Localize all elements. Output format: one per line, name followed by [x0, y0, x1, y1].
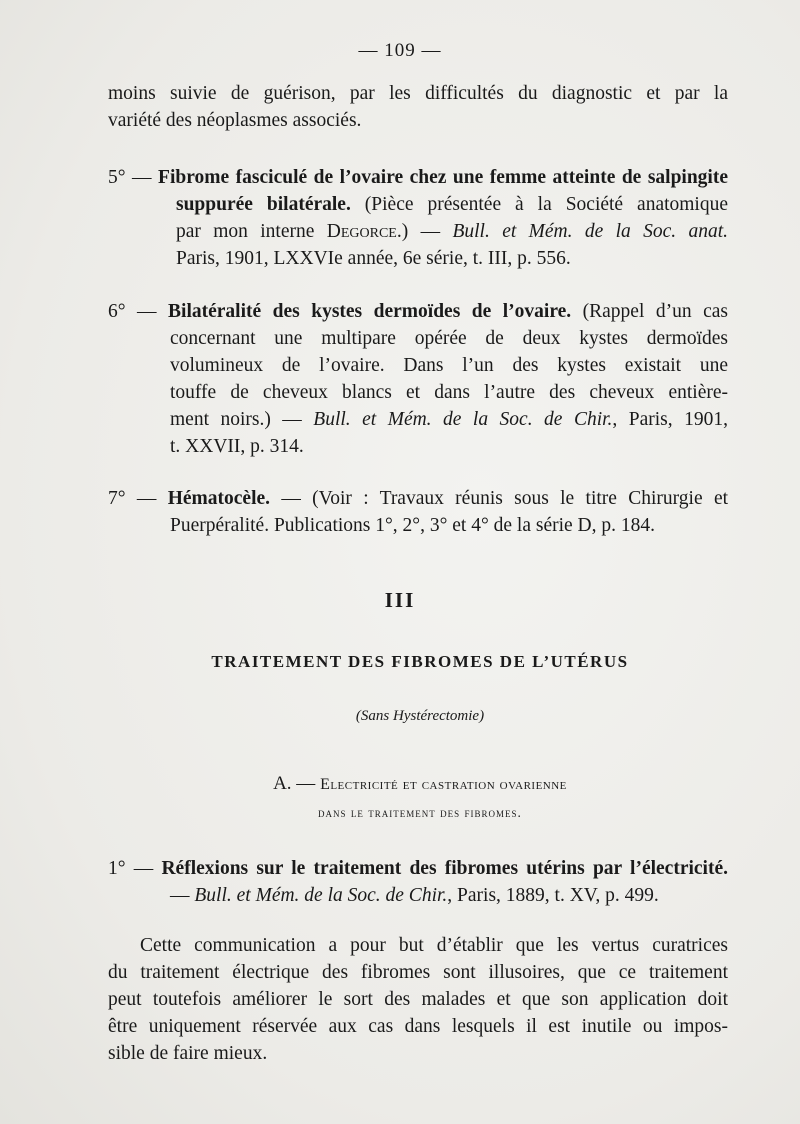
subsection-a-title-2: dans le traitement des fibromes.	[318, 805, 522, 820]
entry-6-line-3: volumineux de l’ovaire. Dans l’un des kystes existait une	[170, 355, 728, 376]
entry-5-number: 5° —	[108, 167, 152, 188]
section-subtitle: (Sans Hystérectomie)	[355, 708, 485, 724]
entry-1-title: Réflexions sur le traitement des fibromes utérins par l’électricité.	[161, 858, 728, 879]
subsection-a-label: A. —	[273, 773, 316, 794]
entry-7-number: 7° —	[108, 488, 157, 509]
entry-6-number: 6° —	[108, 301, 157, 322]
entry-6-line-4: touffe de cheveux blancs et dans l’autre des cheveux entière-	[170, 382, 728, 403]
entry-5-title-line-1: Fibrome fasciculé de l’ovaire chez une femme atteinte de salpingite	[158, 167, 729, 188]
paragraph-line-3: peut toutefois améliorer le sort des malades et que son application doit	[108, 989, 728, 1010]
entry-1-number: 1° —	[108, 858, 154, 879]
paragraph-line-1: Cette communication a pour but d’établir que les vertus curatrices	[140, 935, 728, 956]
intro-paragraph	[108, 80, 728, 134]
entry-7-line-2: Puerpéralité. Publications 1°, 2°, 3° et 4° de la série D, p. 184.	[170, 515, 656, 536]
entry-6-line-6: t. XXVII, p. 314.	[170, 436, 304, 457]
entry-5-title-line-2: suppurée bilatérale.	[176, 194, 351, 215]
entry-6	[108, 298, 728, 460]
section-title: TRAITEMENT DES FIBROMES DE L’UTÉRUS	[211, 652, 629, 671]
entry-1-tail: , Paris, 1889, t. XV, p. 499.	[447, 885, 659, 906]
intro-line-1: moins suivie de guérison, par les difficultés du diagnostic et par la	[108, 83, 728, 104]
entry-5-line-3b: ) —	[401, 221, 441, 242]
body-paragraph	[108, 932, 728, 1067]
entry-5-intern-name: Degorce.	[326, 221, 402, 242]
entry-1-dash: —	[170, 885, 190, 906]
subsection-a-title-1: Electricité et castration ovarienne	[320, 776, 567, 793]
entry-7-line-1b: — (Voir : Travaux réunis sous le titre Chirurgie et	[281, 488, 729, 509]
entry-6-line-2: concernant une multipare opérée de deux kystes dermoïdes	[170, 328, 728, 349]
subsection-a-heading	[0, 773, 800, 795]
section-number: III	[384, 588, 416, 612]
entry-6-line-5a: ment noirs.) —	[170, 409, 302, 430]
entry-7-title: Hématocèle.	[167, 488, 271, 509]
entry-1-reference: Bull. et Mém. de la Soc. de Chir.	[194, 885, 448, 906]
intro-line-2: variété des néoplasmes associés.	[108, 110, 362, 131]
page-number: — 109 —	[358, 40, 442, 61]
paragraph-line-4: être uniquement réservée aux cas dans lesquels il est inutile ou impos-	[108, 1016, 728, 1037]
entry-6-reference: Bull. et Mém. de la Soc. de Chir.	[313, 409, 613, 430]
entry-7	[108, 485, 728, 539]
entry-5-description: (Pièce présentée à la Société anatomique	[364, 194, 729, 215]
entry-6-title: Bilatéralité des kystes dermoïdes de l’ovaire.	[168, 301, 572, 322]
paragraph-line-5: sible de faire mieux.	[108, 1043, 268, 1064]
entry-5-line-3a: par mon interne	[176, 221, 315, 242]
entry-6-line-1b: (Rappel d’un cas	[582, 301, 728, 322]
entry-5-line-4: Paris, 1901, LXXVIe année, 6e série, t. III, p. 556.	[176, 248, 571, 269]
entry-6-line-5b: , Paris, 1901,	[612, 409, 728, 430]
entry-5-reference: Bull. et Mém. de la Soc. anat.	[452, 221, 729, 242]
entry-1	[108, 855, 728, 909]
paragraph-line-2: du traitement électrique des fibromes sont illusoires, que ce traitement	[108, 962, 728, 983]
entry-5	[108, 164, 728, 272]
